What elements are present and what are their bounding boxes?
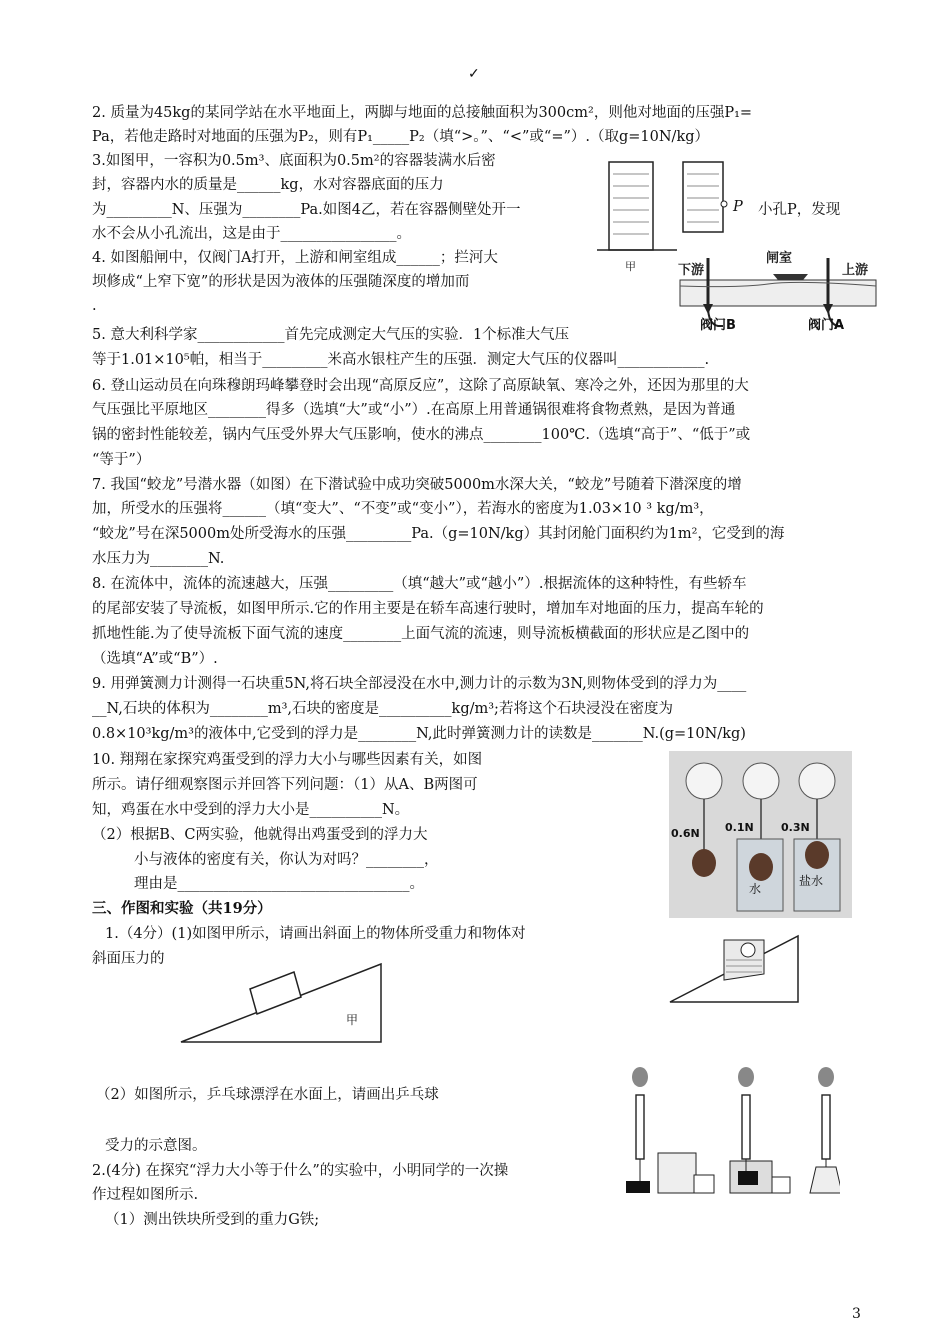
s3-q1-part2-line-1: （2）如图所示，乒乓球漂浮在水面上，请画出乒乓球	[96, 1087, 439, 1103]
egg-b-reading: 0.1N	[725, 821, 754, 834]
page-number: 3	[852, 1306, 861, 1322]
q5-line-2: 等于1.01×10⁵帕，相当于_________米高水银柱产生的压强．测定大气压的仪器叫____________.	[92, 352, 710, 368]
s3-q1-line-1: 1.（4分）(1)如图甲所示，请画出斜面上的物体所受重力和物体对	[105, 926, 526, 942]
q8-line-4: （选填“A”或“B”）.	[92, 651, 218, 667]
hole-p-text: 小孔P，发现	[758, 202, 841, 218]
q2-line-1: 2. 质量为45kg的某同学站在水平地面上，两脚与地面的总接触面积为300cm²，则他对地面的压强P₁=	[92, 105, 753, 121]
q3-line-3: 为_________N、压强为________Pa.如图4乙，若在容器侧壁处开一	[92, 202, 521, 218]
lock-upstream-label: 上游	[842, 263, 869, 278]
egg-c-reading: 0.3N	[781, 821, 810, 834]
q3-line-4: 水不会从小孔流出，这是由于________________。	[92, 226, 411, 242]
q4-line-2: 坝修成“上窄下宽”的形状是因为液体的压强随深度的增加而	[92, 274, 470, 290]
q10-line-2: 所示。请仔细观察图示并回答下列问题：（1）从A、B两图可	[92, 777, 478, 793]
hole-p-label: P	[733, 199, 743, 215]
q4-line-3: .	[92, 298, 97, 314]
q10-line-3: 知，鸡蛋在水中受到的浮力大小是__________N。	[92, 802, 410, 818]
q10-line-4: （2）根据B、C两实验，他就得出鸡蛋受到的浮力大	[92, 827, 428, 843]
pingpong-figure	[668, 930, 803, 1010]
s3-q1-part2-line-2: 受力的示意图。	[105, 1138, 207, 1154]
saltwater-label: 盐水	[799, 874, 824, 888]
s3-q2-line-1: 2.(4分) 在探究“浮力大小等于什么”的实验中，小明同学的一次操	[92, 1163, 509, 1179]
q9-line-2: __N,石块的体积为________m³,石块的密度是__________kg/m³;若将这个石块浸没在密度为	[92, 701, 673, 717]
q4-line-1: 4. 如图船闸中，仅阀门A打开，上游和闸室组成______；拦河大	[92, 250, 498, 266]
q7-line-4: 水压力为________N.	[92, 551, 225, 567]
q7-line-1: 7. 我国“蛟龙”号潜水器（如图）在下潜试验中成功突破5000m水深大关，“蛟龙”号随着下潜深度的增	[92, 477, 742, 493]
q8-line-3: 抓地性能.为了使导流板下面气流的速度________上面气流的流速，则导流板横截面的形状应是乙图中的	[92, 626, 750, 642]
q8-line-2: 的尾部安装了导流板，如图甲所示.它的作用主要是在轿车高速行驶时，增加车对地面的压力，提高车轮的	[92, 601, 764, 617]
slope-jia-label: 甲	[346, 1013, 359, 1027]
q5-line-1: 5. 意大利科学家____________首先完成测定大气压的实验．1个标准大气压	[92, 327, 570, 343]
q3-line-1: 3.如图甲，一容积为0.5m³、底面积为0.5m²的容器装满水后密	[92, 153, 496, 169]
lock-chamber-label: 闸室	[766, 251, 793, 266]
valve-a-label: 阀门A	[808, 318, 845, 333]
q10-line-1: 10. 翔翔在家探究鸡蛋受到的浮力大小与哪些因素有关，如图	[92, 752, 483, 768]
s3-q1-line-2: 斜面压力的	[92, 951, 165, 967]
s3-q2-line-3: （1）测出铁块所受到的重力G铁;	[105, 1212, 320, 1228]
q6-line-3: 锅的密封性能较差，锅内气压受外界大气压影响，使水的沸点________100℃.（选填“高于”、“低于”或	[92, 427, 751, 443]
figure-jia-label: 甲	[625, 260, 636, 272]
q10-line-6: 理由是________________________________。	[134, 876, 424, 892]
q9-line-1: 9. 用弹簧测力计测得一石块重5N,将石块全部浸没在水中,测力计的示数为3N,则物体受到的浮力为____	[92, 676, 747, 692]
q6-line-2: 气压强比平原地区________得多（选填“大”或“小”）.在高原上用普通锅很难将食物煮熟，是因为普通	[92, 402, 736, 418]
q9-line-3: 0.8×10³kg/m³的液体中,它受到的浮力是________N,此时弹簧测力计的读数是_______N.(g=10N/kg)	[92, 726, 746, 742]
egg-buoyancy-photo	[669, 751, 852, 918]
q6-line-1: 6. 登山运动员在向珠穆朗玛峰攀登时会出现“高原反应”，这除了高原缺氧、寒冷之外，还因为那里的大	[92, 378, 749, 394]
q7-line-2: 加，所受水的压强将______（填“变大”、“不变”或“变小”），若海水的密度为1.03×10 ³ kg/m³，	[92, 501, 714, 517]
water-label: 水	[749, 882, 762, 896]
valve-b-label: 阀门B	[700, 318, 736, 333]
q7-line-3: “蛟龙”号在深5000m处所受海水的压强_________Pa.（g=10N/kg）其封闭舱门面积约为1m²，它受到的海	[92, 526, 785, 542]
egg-a-reading: 0.6N	[671, 827, 700, 840]
q8-line-1: 8. 在流体中，流体的流速越大，压强_________（填“越大”或“越小”）.根据流体的这种特性，有些轿车	[92, 576, 747, 592]
q10-line-5: 小与液体的密度有关，你认为对吗？________，	[134, 852, 439, 868]
q6-line-4: “等于”）	[92, 452, 151, 468]
s3-q2-line-2: 作过程如图所示.	[92, 1187, 199, 1203]
slope-figure	[176, 960, 386, 1045]
check-mark: ✓	[468, 66, 480, 82]
spring-scale-figure	[618, 1057, 840, 1197]
q2-line-2: Pa，若他走路时对地面的压强为P₂，则有P₁_____P₂（填“>。”、“<”或“=”）.（取g=10N/kg）	[92, 129, 710, 145]
lock-downstream-label: 下游	[678, 263, 705, 278]
q3-line-2: 封，容器内水的质量是______kg，水对容器底面的压力	[92, 177, 444, 193]
section-3-heading: 三、作图和实验（共19分）	[92, 900, 272, 917]
